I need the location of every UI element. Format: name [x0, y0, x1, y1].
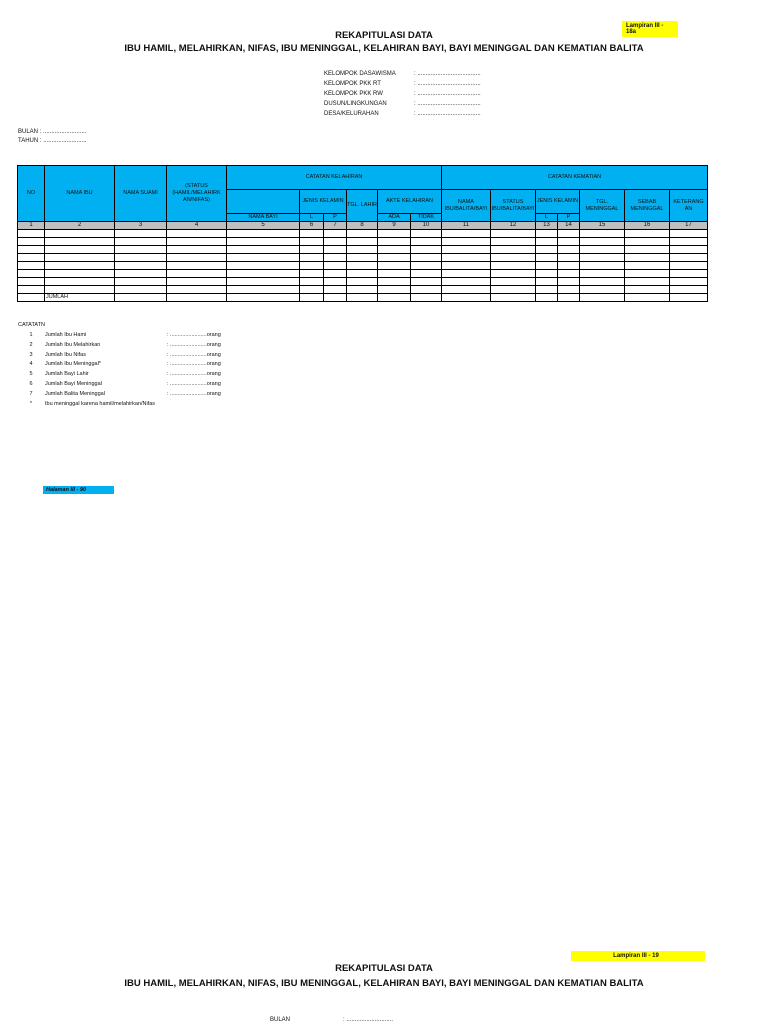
table-cell[interactable]	[167, 270, 227, 278]
info-value: : ......................................	[414, 101, 481, 107]
table-cell[interactable]	[536, 262, 558, 270]
table-cell[interactable]	[115, 254, 167, 262]
header-nama-suami: NAMA SUAMI	[115, 166, 167, 222]
lampiran-tag-2: Lampiran III - 19	[571, 951, 705, 961]
table-cell[interactable]	[115, 294, 167, 302]
table-row	[18, 254, 708, 262]
table-cell[interactable]	[300, 238, 324, 246]
catatan-no: 2	[29, 341, 33, 348]
table-cell[interactable]	[580, 230, 625, 238]
table-cell[interactable]	[18, 246, 45, 254]
table-cell[interactable]	[558, 278, 580, 286]
info-row	[324, 79, 481, 89]
table-cell[interactable]	[378, 262, 411, 270]
table-cell[interactable]	[167, 254, 227, 262]
table-cell[interactable]	[491, 254, 536, 262]
catatan-value: : ........................orang	[167, 341, 221, 348]
jumlah-row	[18, 294, 708, 302]
table-cell[interactable]	[625, 238, 670, 246]
table-cell[interactable]	[670, 294, 708, 302]
table-row	[18, 270, 708, 278]
column-number: 13	[536, 222, 558, 230]
catatan-value: : ........................orang	[167, 361, 221, 368]
table-cell[interactable]	[347, 254, 378, 262]
table-cell[interactable]	[536, 254, 558, 262]
table-cell[interactable]	[536, 238, 558, 246]
table-cell[interactable]	[324, 254, 347, 262]
table-row	[18, 278, 708, 286]
table-cell[interactable]	[536, 246, 558, 254]
column-number: 8	[347, 222, 378, 230]
catatan-value: : ........................orang	[167, 332, 221, 338]
table-cell[interactable]	[347, 270, 378, 278]
column-number: 16	[625, 222, 670, 230]
catatan-text: Jumlah Ibu Meninggal*	[45, 361, 101, 368]
column-number: 2	[45, 222, 115, 230]
column-number: 9	[378, 222, 411, 230]
table-cell[interactable]	[442, 262, 491, 270]
column-number: 4	[167, 222, 227, 230]
table-cell[interactable]	[227, 238, 300, 246]
catatan-value: : ........................orang	[167, 371, 221, 378]
table-cell[interactable]	[227, 294, 300, 302]
table-cell[interactable]	[300, 278, 324, 286]
table-cell[interactable]	[491, 270, 536, 278]
table-cell[interactable]	[324, 294, 347, 302]
bulan-label-2: BULAN	[270, 1017, 291, 1023]
header-p: P	[324, 214, 347, 222]
table-cell[interactable]	[167, 230, 227, 238]
catatan-item	[17, 380, 221, 390]
info-row	[324, 109, 481, 119]
page-subtitle: IBU HAMIL, MELAHIRKAN, NIFAS, IBU MENINGGAL, KELAHIRAN BAYI, BAYI MENINGGAL DAN KEMATIAN BALITA	[124, 43, 644, 54]
table-cell[interactable]	[670, 270, 708, 278]
table-cell[interactable]	[580, 278, 625, 286]
table-cell[interactable]	[491, 230, 536, 238]
page-title-2: REKAPITULASI DATA	[335, 963, 433, 974]
table-cell[interactable]	[18, 230, 45, 238]
table-cell[interactable]	[558, 270, 580, 278]
catatan-text: Jumlah Bayi Lahir	[45, 371, 89, 378]
table-cell[interactable]	[347, 294, 378, 302]
table-cell[interactable]	[300, 254, 324, 262]
table-cell[interactable]	[558, 238, 580, 246]
table-cell[interactable]	[442, 270, 491, 278]
column-number: 1	[18, 222, 45, 230]
table-cell[interactable]	[411, 278, 442, 286]
column-number: 10	[411, 222, 442, 230]
info-label: DUSUN/LINGKUNGAN	[324, 101, 387, 107]
table-cell[interactable]	[442, 278, 491, 286]
table-cell[interactable]	[670, 286, 708, 294]
table-cell[interactable]	[324, 238, 347, 246]
table-cell[interactable]	[300, 294, 324, 302]
column-number: 5	[227, 222, 300, 230]
catatan-no: 6	[29, 380, 33, 387]
table-row	[18, 230, 708, 238]
table-cell[interactable]	[45, 286, 115, 294]
catatan-text: Jumlah Ibu Nifas	[45, 351, 86, 358]
table-cell[interactable]	[227, 286, 300, 294]
info-value: : ......................................	[414, 81, 481, 87]
page-subtitle-2: IBU HAMIL, MELAHIRKAN, NIFAS, IBU MENINGGAL, KELAHIRAN BAYI, BAYI MENINGGAL DAN KEMATIAN BALITA	[124, 978, 644, 989]
catatan-item	[17, 360, 221, 370]
table-cell[interactable]	[45, 270, 115, 278]
table-cell[interactable]	[625, 286, 670, 294]
catatan-item	[17, 341, 221, 351]
table-cell[interactable]	[625, 230, 670, 238]
table-cell[interactable]	[324, 230, 347, 238]
header-catatan-kelahiran: CATATAN KELAHIRAN	[227, 166, 442, 190]
info-label: DESA/KELURAHAN	[324, 111, 379, 117]
table-cell[interactable]	[18, 278, 45, 286]
catatan-text: Jumlah Bayi Meninggal	[45, 380, 102, 387]
catatan-text: Ibu meninggal karena hamil/melahirkan/Nifas	[45, 400, 156, 407]
table-cell[interactable]	[491, 246, 536, 254]
table-cell[interactable]	[558, 246, 580, 254]
table-cell[interactable]	[411, 230, 442, 238]
info-label: KELOMPOK DASAWISMA	[324, 71, 396, 77]
table-cell[interactable]	[442, 246, 491, 254]
table-cell[interactable]	[45, 262, 115, 270]
table-cell[interactable]	[558, 294, 580, 302]
table-cell[interactable]	[580, 238, 625, 246]
header-status: (STATUS (HAMIL/MELAHIRK AN/NIFAS)	[167, 166, 227, 222]
info-row	[324, 69, 481, 79]
table-cell[interactable]	[491, 286, 536, 294]
column-number: 17	[670, 222, 708, 230]
header-nama-ibu: NAMA IBU	[45, 166, 115, 222]
catatan-no: 3	[29, 351, 33, 358]
bulan-line: BULAN : ..........................	[18, 129, 87, 135]
table-cell[interactable]	[625, 278, 670, 286]
header-l: L	[300, 214, 324, 222]
header-catatan-kematian: CATATAN KEMATIAN	[442, 166, 708, 190]
table-cell[interactable]	[18, 294, 45, 302]
table-cell[interactable]	[442, 238, 491, 246]
catatan-item	[17, 351, 221, 361]
header-blank	[227, 190, 300, 214]
table-cell[interactable]	[411, 270, 442, 278]
table-cell[interactable]	[300, 262, 324, 270]
catatan-no: *	[29, 400, 33, 407]
table-cell[interactable]	[411, 238, 442, 246]
table-cell[interactable]	[378, 278, 411, 286]
table-cell[interactable]	[18, 262, 45, 270]
table-cell[interactable]	[324, 246, 347, 254]
info-value: : ......................................	[414, 111, 481, 117]
table-row	[18, 246, 708, 254]
table-cell[interactable]	[167, 286, 227, 294]
table-cell[interactable]	[115, 278, 167, 286]
table-cell[interactable]	[378, 270, 411, 278]
column-number: 7	[324, 222, 347, 230]
header-jenis-kelamin: JENIS KELAMIN	[300, 190, 347, 214]
column-number-row	[18, 222, 708, 230]
table-cell[interactable]	[580, 286, 625, 294]
table-cell[interactable]	[625, 262, 670, 270]
header-l-kematian: L	[536, 214, 558, 222]
table-cell[interactable]	[324, 278, 347, 286]
info-label: KELOMPOK PKK RT	[324, 81, 381, 87]
table-cell[interactable]	[411, 246, 442, 254]
header-nama-bayi: NAMA BAYI	[227, 214, 300, 222]
info-row	[324, 99, 481, 109]
catatan-item	[17, 400, 221, 410]
table-cell[interactable]	[167, 262, 227, 270]
table-cell[interactable]	[378, 238, 411, 246]
table-cell[interactable]	[491, 294, 536, 302]
table-cell[interactable]	[115, 230, 167, 238]
table-cell[interactable]	[580, 254, 625, 262]
header-p-kematian: P	[558, 214, 580, 222]
table-cell[interactable]	[347, 230, 378, 238]
catatan-value: : ........................orang	[167, 390, 221, 397]
table-row	[18, 262, 708, 270]
header-tgl-lahir: TGL. LAHIR	[347, 190, 378, 222]
table-cell[interactable]	[580, 294, 625, 302]
table-cell[interactable]	[227, 270, 300, 278]
table-cell[interactable]	[580, 262, 625, 270]
table-cell[interactable]	[300, 230, 324, 238]
table-row	[18, 286, 708, 294]
header-tgl-meninggal: TGL. MENINGGAL	[580, 190, 625, 222]
table-cell[interactable]	[18, 270, 45, 278]
table-cell[interactable]	[536, 278, 558, 286]
table-cell[interactable]	[324, 270, 347, 278]
catatan-list	[17, 331, 221, 409]
catatan-value: : ........................orang	[167, 351, 221, 358]
table-cell[interactable]	[115, 246, 167, 254]
table-cell[interactable]	[670, 254, 708, 262]
halaman-tag: Halaman III - 90	[43, 486, 114, 494]
table-cell[interactable]	[670, 238, 708, 246]
column-number: 15	[580, 222, 625, 230]
table-cell[interactable]	[411, 262, 442, 270]
table-cell[interactable]	[625, 254, 670, 262]
table-cell[interactable]	[411, 254, 442, 262]
lampiran-tag: Lampiran III - 18a	[622, 21, 678, 37]
table-cell[interactable]	[227, 246, 300, 254]
table-cell[interactable]	[411, 294, 442, 302]
header-no: NO	[18, 166, 45, 222]
table-cell[interactable]	[378, 294, 411, 302]
table-cell[interactable]	[18, 254, 45, 262]
tahun-line: TAHUN : ..........................	[18, 138, 87, 144]
info-block	[324, 69, 481, 119]
info-label: KELOMPOK PKK RW	[324, 91, 383, 97]
table-cell[interactable]	[227, 262, 300, 270]
table-cell[interactable]	[18, 238, 45, 246]
table-cell[interactable]	[670, 262, 708, 270]
catatan-text: Jumlah Ibu Melahirkan	[45, 341, 101, 348]
table-cell[interactable]	[227, 278, 300, 286]
catatan-item	[17, 331, 221, 341]
catatan-no: 7	[29, 390, 33, 397]
table-cell[interactable]	[378, 254, 411, 262]
table-cell[interactable]	[625, 294, 670, 302]
info-row	[324, 89, 481, 99]
info-value: : ......................................	[414, 71, 481, 77]
column-number: 14	[558, 222, 580, 230]
catatan-item	[17, 390, 221, 400]
table-cell[interactable]	[670, 230, 708, 238]
table-row	[18, 238, 708, 246]
table-cell[interactable]	[347, 246, 378, 254]
table-cell[interactable]	[536, 294, 558, 302]
header-keterangan: KETERANG AN	[670, 190, 708, 222]
table-cell[interactable]	[167, 246, 227, 254]
table-cell[interactable]	[536, 286, 558, 294]
table-cell[interactable]	[227, 230, 300, 238]
table-cell[interactable]	[45, 246, 115, 254]
table-cell[interactable]	[491, 262, 536, 270]
page-title: REKAPITULASI DATA	[335, 30, 433, 41]
table-cell[interactable]	[580, 270, 625, 278]
blank-rows	[18, 230, 708, 294]
table-cell[interactable]	[300, 286, 324, 294]
catatan-no: 1	[29, 332, 33, 338]
table-cell[interactable]	[227, 254, 300, 262]
table-cell[interactable]	[115, 238, 167, 246]
table-cell[interactable]	[115, 262, 167, 270]
column-number: 11	[442, 222, 491, 230]
table-cell[interactable]	[45, 254, 115, 262]
table-cell[interactable]	[167, 238, 227, 246]
header-tidak: TIDAK	[411, 214, 442, 222]
table-cell[interactable]	[347, 286, 378, 294]
catatan-value: : ........................orang	[167, 380, 221, 387]
rekap-table	[17, 165, 708, 302]
table-cell[interactable]	[558, 262, 580, 270]
table-cell[interactable]	[378, 246, 411, 254]
table-cell[interactable]	[442, 286, 491, 294]
jumlah-label: JUMLAH	[45, 294, 115, 302]
table-cell[interactable]	[670, 246, 708, 254]
catatan-text: Jumlah Balita Meninggal	[45, 390, 105, 397]
header-nama-kematian: NAMA IBU/BALITA/BAYI	[442, 190, 491, 222]
table-cell[interactable]	[442, 254, 491, 262]
table-cell[interactable]	[558, 254, 580, 262]
header-sebab-meninggal: SEBAB MENINGGAL	[625, 190, 670, 222]
table-cell[interactable]	[115, 286, 167, 294]
table-cell[interactable]	[378, 286, 411, 294]
catatan-no: 4	[29, 361, 33, 368]
table-cell[interactable]	[18, 286, 45, 294]
table-cell[interactable]	[558, 286, 580, 294]
table-cell[interactable]	[558, 230, 580, 238]
header-akte-kelahiran: AKTE KELAHIRAN	[378, 190, 442, 214]
catatan-text: Jumlah Ibu Hami	[45, 332, 87, 338]
catatan-item	[17, 370, 221, 380]
table-cell[interactable]	[625, 270, 670, 278]
catatan-no: 5	[29, 371, 33, 378]
bulan-value-2: : ............................	[343, 1017, 394, 1023]
table-cell[interactable]	[442, 294, 491, 302]
table-cell[interactable]	[442, 230, 491, 238]
header-ada: ADA	[378, 214, 411, 222]
table-cell[interactable]	[324, 262, 347, 270]
table-cell[interactable]	[378, 230, 411, 238]
table-cell[interactable]	[45, 238, 115, 246]
table-cell[interactable]	[347, 278, 378, 286]
table-cell[interactable]	[347, 262, 378, 270]
header-status-kematian: STATUS IBU/BALITA/BAYI	[491, 190, 536, 222]
table-cell[interactable]	[300, 270, 324, 278]
table-cell[interactable]	[411, 286, 442, 294]
column-number: 12	[491, 222, 536, 230]
table-cell[interactable]	[536, 270, 558, 278]
table-cell[interactable]	[347, 238, 378, 246]
header-jenis-kelamin-kematian: JENIS KELAMIN	[536, 190, 580, 214]
table-cell[interactable]	[580, 246, 625, 254]
table-cell[interactable]	[625, 246, 670, 254]
table-cell[interactable]	[45, 278, 115, 286]
table-cell[interactable]	[324, 286, 347, 294]
table-cell[interactable]	[45, 230, 115, 238]
table-cell[interactable]	[167, 278, 227, 286]
column-number: 6	[300, 222, 324, 230]
table-cell[interactable]	[491, 238, 536, 246]
column-number: 3	[115, 222, 167, 230]
info-value: : ......................................	[414, 91, 481, 97]
catatan-title: CATATATN	[18, 322, 45, 328]
table-cell[interactable]	[300, 246, 324, 254]
table-cell[interactable]	[536, 230, 558, 238]
table-cell[interactable]	[670, 278, 708, 286]
table-cell[interactable]	[167, 294, 227, 302]
table-cell[interactable]	[115, 270, 167, 278]
table-cell[interactable]	[491, 278, 536, 286]
